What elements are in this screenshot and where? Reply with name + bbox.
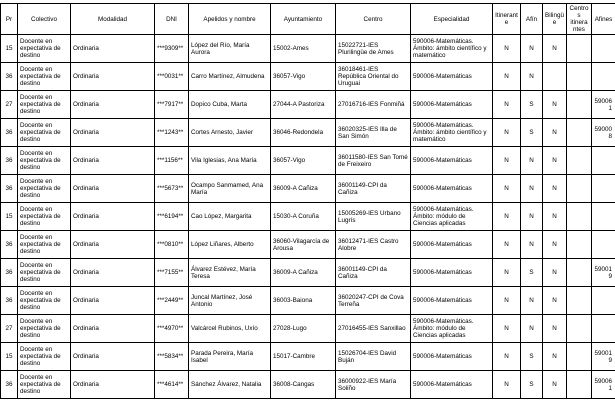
cell-colectivo: Docente en expectativa de destino bbox=[18, 315, 71, 343]
cell-afines bbox=[592, 147, 615, 175]
cell-pr: 27 bbox=[1, 91, 18, 119]
table-row bbox=[1, 147, 615, 175]
cell-afin: S bbox=[521, 343, 543, 371]
cell-colectivo: Docente en expectativa de destino bbox=[18, 259, 71, 287]
cell-especialidad: 590006-Matemáticas bbox=[411, 175, 493, 203]
cell-centros-itinerantes bbox=[567, 315, 592, 343]
cell-itinerante: N bbox=[493, 91, 521, 119]
cell-afines bbox=[592, 35, 615, 63]
cell-afines bbox=[592, 203, 615, 231]
cell-modalidad: Ordinaria bbox=[71, 287, 155, 315]
cell-itinerante: N bbox=[493, 343, 521, 371]
cell-dni: ***4614** bbox=[155, 371, 189, 399]
cell-ayuntamiento: 27044-A Pastoriza bbox=[271, 91, 336, 119]
cell-ayuntamiento: 36060-Vilagarcía de Arousa bbox=[271, 231, 336, 259]
cell-bilingue: N bbox=[543, 35, 567, 63]
cell-afines bbox=[592, 315, 615, 343]
cell-bilingue: N bbox=[543, 371, 567, 399]
cell-ayuntamiento: 15030-A Coruña bbox=[271, 203, 336, 231]
cell-afines: 590008 bbox=[592, 119, 615, 147]
cell-centro: 36012471-IES Castro Alobre bbox=[336, 231, 411, 259]
cell-afin: S bbox=[521, 371, 543, 399]
cell-centro: 15026704-IES David Buján bbox=[336, 343, 411, 371]
cell-modalidad: Ordinaria bbox=[71, 175, 155, 203]
cell-centro: 15005269-IES Urbano Lugrís bbox=[336, 203, 411, 231]
cell-ayuntamiento: 36003-Baiona bbox=[271, 287, 336, 315]
cell-afines bbox=[592, 231, 615, 259]
cell-modalidad: Ordinaria bbox=[71, 203, 155, 231]
cell-itinerante: N bbox=[493, 147, 521, 175]
table-row bbox=[1, 175, 615, 203]
cell-apelidos: Parada Pereira, María Isabel bbox=[189, 343, 271, 371]
cell-apelidos: Juncal Martínez, José Antonio bbox=[189, 287, 271, 315]
cell-afin: S bbox=[521, 259, 543, 287]
header-pr: Pr bbox=[1, 4, 18, 35]
cell-ayuntamiento: 15017-Cambre bbox=[271, 343, 336, 371]
cell-centros-itinerantes bbox=[567, 259, 592, 287]
cell-centro: 36011580-IES San Tomé de Freixeiro bbox=[336, 147, 411, 175]
cell-colectivo: Docente en expectativa de destino bbox=[18, 91, 71, 119]
cell-centro: 27016455-IES Sanxillao bbox=[336, 315, 411, 343]
cell-apelidos: Cao López, Margarita bbox=[189, 203, 271, 231]
cell-bilingue: N bbox=[543, 259, 567, 287]
cell-dni: ***4970** bbox=[155, 315, 189, 343]
cell-afin: S bbox=[521, 119, 543, 147]
cell-bilingue: N bbox=[543, 147, 567, 175]
header-row bbox=[1, 4, 615, 35]
table-row bbox=[1, 371, 615, 399]
cell-modalidad: Ordinaria bbox=[71, 343, 155, 371]
table-row bbox=[1, 63, 615, 91]
cell-colectivo: Docente en expectativa de destino bbox=[18, 343, 71, 371]
cell-centros-itinerantes bbox=[567, 371, 592, 399]
cell-afin: N bbox=[521, 63, 543, 91]
cell-especialidad: 590006-Matemáticas. Ámbito: módulo de Ciencias aplicadas bbox=[411, 203, 493, 231]
header-ayuntamiento: Ayuntamiento bbox=[271, 4, 336, 35]
cell-especialidad: 590006-Matemáticas. Ámbito: ámbito científico y matemático bbox=[411, 35, 493, 63]
cell-afines bbox=[592, 175, 615, 203]
cell-afin: N bbox=[521, 35, 543, 63]
cell-bilingue bbox=[543, 63, 567, 91]
cell-colectivo: Docente en expectativa de destino bbox=[18, 147, 71, 175]
cell-bilingue: N bbox=[543, 119, 567, 147]
cell-pr: 15 bbox=[1, 343, 18, 371]
cell-afines bbox=[592, 63, 615, 91]
cell-bilingue: N bbox=[543, 231, 567, 259]
cell-modalidad: Ordinaria bbox=[71, 231, 155, 259]
table-row bbox=[1, 203, 615, 231]
cell-ayuntamiento: 36009-A Cañiza bbox=[271, 175, 336, 203]
cell-centros-itinerantes bbox=[567, 175, 592, 203]
cell-pr: 36 bbox=[1, 371, 18, 399]
table-body bbox=[1, 35, 615, 399]
cell-ayuntamiento: 15002-Ames bbox=[271, 35, 336, 63]
cell-afin: N bbox=[521, 231, 543, 259]
cell-afines bbox=[592, 287, 615, 315]
cell-bilingue: N bbox=[543, 91, 567, 119]
cell-dni: ***2449** bbox=[155, 287, 189, 315]
cell-colectivo: Docente en expectativa de destino bbox=[18, 287, 71, 315]
cell-pr: 27 bbox=[1, 315, 18, 343]
cell-afin: N bbox=[521, 147, 543, 175]
cell-itinerante: N bbox=[493, 35, 521, 63]
header-colectivo: Colectivo bbox=[18, 4, 71, 35]
cell-dni: ***5834** bbox=[155, 343, 189, 371]
cell-centros-itinerantes bbox=[567, 231, 592, 259]
cell-especialidad: 590006-Matemáticas bbox=[411, 91, 493, 119]
cell-pr: 36 bbox=[1, 231, 18, 259]
cell-afines: 590061 bbox=[592, 91, 615, 119]
cell-apelidos: Vila Iglesias, Ana María bbox=[189, 147, 271, 175]
cell-bilingue: N bbox=[543, 343, 567, 371]
cell-bilingue: N bbox=[543, 203, 567, 231]
cell-centros-itinerantes bbox=[567, 343, 592, 371]
cell-colectivo: Docente en expectativa de destino bbox=[18, 371, 71, 399]
header-modalidad: Modalidad bbox=[71, 4, 155, 35]
assignments-table bbox=[0, 3, 615, 399]
cell-itinerante: N bbox=[493, 315, 521, 343]
table-row bbox=[1, 287, 615, 315]
cell-ayuntamiento: 36009-A Cañiza bbox=[271, 259, 336, 287]
cell-itinerante: N bbox=[493, 371, 521, 399]
cell-especialidad: 590006-Matemáticas bbox=[411, 231, 493, 259]
cell-dni: ***7155** bbox=[155, 259, 189, 287]
cell-colectivo: Docente en expectativa de destino bbox=[18, 203, 71, 231]
cell-bilingue: N bbox=[543, 175, 567, 203]
cell-itinerante: N bbox=[493, 231, 521, 259]
table-row bbox=[1, 35, 615, 63]
cell-apelidos: Cortes Arnesto, Javier bbox=[189, 119, 271, 147]
table-row bbox=[1, 231, 615, 259]
cell-afin: N bbox=[521, 315, 543, 343]
cell-apelidos: Carro Martínez, Almudena bbox=[189, 63, 271, 91]
cell-dni: ***7917** bbox=[155, 91, 189, 119]
cell-especialidad: 590006-Matemáticas bbox=[411, 63, 493, 91]
cell-especialidad: 590006-Matemáticas bbox=[411, 259, 493, 287]
cell-bilingue: N bbox=[543, 287, 567, 315]
cell-afines: 590061 bbox=[592, 371, 615, 399]
table-row bbox=[1, 91, 615, 119]
cell-pr: 15 bbox=[1, 203, 18, 231]
header-bilingue: Bilingüe bbox=[543, 4, 567, 35]
cell-dni: ***0031** bbox=[155, 63, 189, 91]
cell-modalidad: Ordinaria bbox=[71, 259, 155, 287]
cell-centros-itinerantes bbox=[567, 203, 592, 231]
cell-ayuntamiento: 36046-Redondela bbox=[271, 119, 336, 147]
cell-afines: 590019 bbox=[592, 259, 615, 287]
cell-modalidad: Ordinaria bbox=[71, 119, 155, 147]
cell-apelidos: Sánchez Álvarez, Natalia bbox=[189, 371, 271, 399]
cell-pr: 15 bbox=[1, 35, 18, 63]
assignments-table-container bbox=[0, 3, 615, 399]
header-apelidos: Apelidos y nombre bbox=[189, 4, 271, 35]
cell-afin: S bbox=[521, 91, 543, 119]
cell-centro: 36000922-IES María Soliño bbox=[336, 371, 411, 399]
header-itinerante: Itinerante bbox=[493, 4, 521, 35]
cell-centros-itinerantes bbox=[567, 35, 592, 63]
cell-colectivo: Docente en expectativa de destino bbox=[18, 63, 71, 91]
header-centro: Centro bbox=[336, 4, 411, 35]
cell-especialidad: 590006-Matemáticas bbox=[411, 147, 493, 175]
table-row bbox=[1, 343, 615, 371]
cell-centros-itinerantes bbox=[567, 63, 592, 91]
cell-itinerante: N bbox=[493, 203, 521, 231]
header-afin: Afín bbox=[521, 4, 543, 35]
cell-pr: 36 bbox=[1, 147, 18, 175]
cell-centro: 36001149-CPI da Cañiza bbox=[336, 175, 411, 203]
table-row bbox=[1, 119, 615, 147]
cell-dni: ***6194** bbox=[155, 203, 189, 231]
cell-itinerante: N bbox=[493, 175, 521, 203]
cell-itinerante: N bbox=[493, 63, 521, 91]
cell-dni: ***1243** bbox=[155, 119, 189, 147]
cell-especialidad: 590006-Matemáticas bbox=[411, 343, 493, 371]
cell-centro: 36020247-CPI de Cova Terreña bbox=[336, 287, 411, 315]
header-dni: DNI bbox=[155, 4, 189, 35]
cell-especialidad: 590006-Matemáticas bbox=[411, 287, 493, 315]
cell-dni: ***9309** bbox=[155, 35, 189, 63]
cell-apelidos: Valcárcel Rubinos, Uxío bbox=[189, 315, 271, 343]
cell-centros-itinerantes bbox=[567, 287, 592, 315]
cell-afin: N bbox=[521, 287, 543, 315]
cell-modalidad: Ordinaria bbox=[71, 371, 155, 399]
cell-ayuntamiento: 36057-Vigo bbox=[271, 147, 336, 175]
cell-ayuntamiento: 27028-Lugo bbox=[271, 315, 336, 343]
cell-modalidad: Ordinaria bbox=[71, 147, 155, 175]
cell-centro: 36018461-IES República Oriental do Uruguai bbox=[336, 63, 411, 91]
cell-pr: 36 bbox=[1, 287, 18, 315]
cell-colectivo: Docente en expectativa de destino bbox=[18, 35, 71, 63]
cell-itinerante: N bbox=[493, 287, 521, 315]
cell-especialidad: 590006-Matemáticas. Ámbito: ámbito científico y matemático bbox=[411, 119, 493, 147]
table-row bbox=[1, 315, 615, 343]
cell-colectivo: Docente en expectativa de destino bbox=[18, 231, 71, 259]
cell-apelidos: López del Río, María Aurora bbox=[189, 35, 271, 63]
cell-ayuntamiento: 36057-Vigo bbox=[271, 63, 336, 91]
cell-pr: 36 bbox=[1, 259, 18, 287]
cell-itinerante: N bbox=[493, 119, 521, 147]
cell-centro: 27016716-IES Fonmiñá bbox=[336, 91, 411, 119]
cell-modalidad: Ordinaria bbox=[71, 91, 155, 119]
cell-pr: 36 bbox=[1, 63, 18, 91]
cell-dni: ***0810** bbox=[155, 231, 189, 259]
header-afines: Afines bbox=[592, 4, 615, 35]
cell-apelidos: Ocampo Sanmamed, Ana María bbox=[189, 175, 271, 203]
table-row bbox=[1, 259, 615, 287]
cell-pr: 36 bbox=[1, 119, 18, 147]
cell-centros-itinerantes bbox=[567, 147, 592, 175]
cell-especialidad: 590006-Matemáticas. Ámbito: módulo de Ciencias aplicadas bbox=[411, 315, 493, 343]
cell-itinerante: N bbox=[493, 259, 521, 287]
cell-centro: 36001149-CPI da Cañiza bbox=[336, 259, 411, 287]
cell-apelidos: López Liñares, Alberto bbox=[189, 231, 271, 259]
header-centros-itinerantes: Centros itinerantes bbox=[567, 4, 592, 35]
cell-centros-itinerantes bbox=[567, 119, 592, 147]
header-especialidad: Especialidad bbox=[411, 4, 493, 35]
cell-centro: 36020325-IES Illa de San Simón bbox=[336, 119, 411, 147]
cell-dni: ***1156** bbox=[155, 147, 189, 175]
cell-modalidad: Ordinaria bbox=[71, 315, 155, 343]
cell-ayuntamiento: 36008-Cangas bbox=[271, 371, 336, 399]
cell-centros-itinerantes bbox=[567, 91, 592, 119]
cell-especialidad: 590006-Matemáticas bbox=[411, 371, 493, 399]
cell-modalidad: Ordinaria bbox=[71, 63, 155, 91]
cell-dni: ***5673** bbox=[155, 175, 189, 203]
cell-colectivo: Docente en expectativa de destino bbox=[18, 119, 71, 147]
cell-afin: N bbox=[521, 175, 543, 203]
cell-centro: 15022721-IES Plurilingüe de Ames bbox=[336, 35, 411, 63]
cell-afines: 590019 bbox=[592, 343, 615, 371]
cell-colectivo: Docente en expectativa de destino bbox=[18, 175, 71, 203]
cell-modalidad: Ordinaria bbox=[71, 35, 155, 63]
cell-pr: 36 bbox=[1, 175, 18, 203]
cell-afin: N bbox=[521, 203, 543, 231]
cell-bilingue: N bbox=[543, 315, 567, 343]
cell-apelidos: Álvarez Estévez, María Teresa bbox=[189, 259, 271, 287]
cell-apelidos: Dopico Cuba, Marta bbox=[189, 91, 271, 119]
